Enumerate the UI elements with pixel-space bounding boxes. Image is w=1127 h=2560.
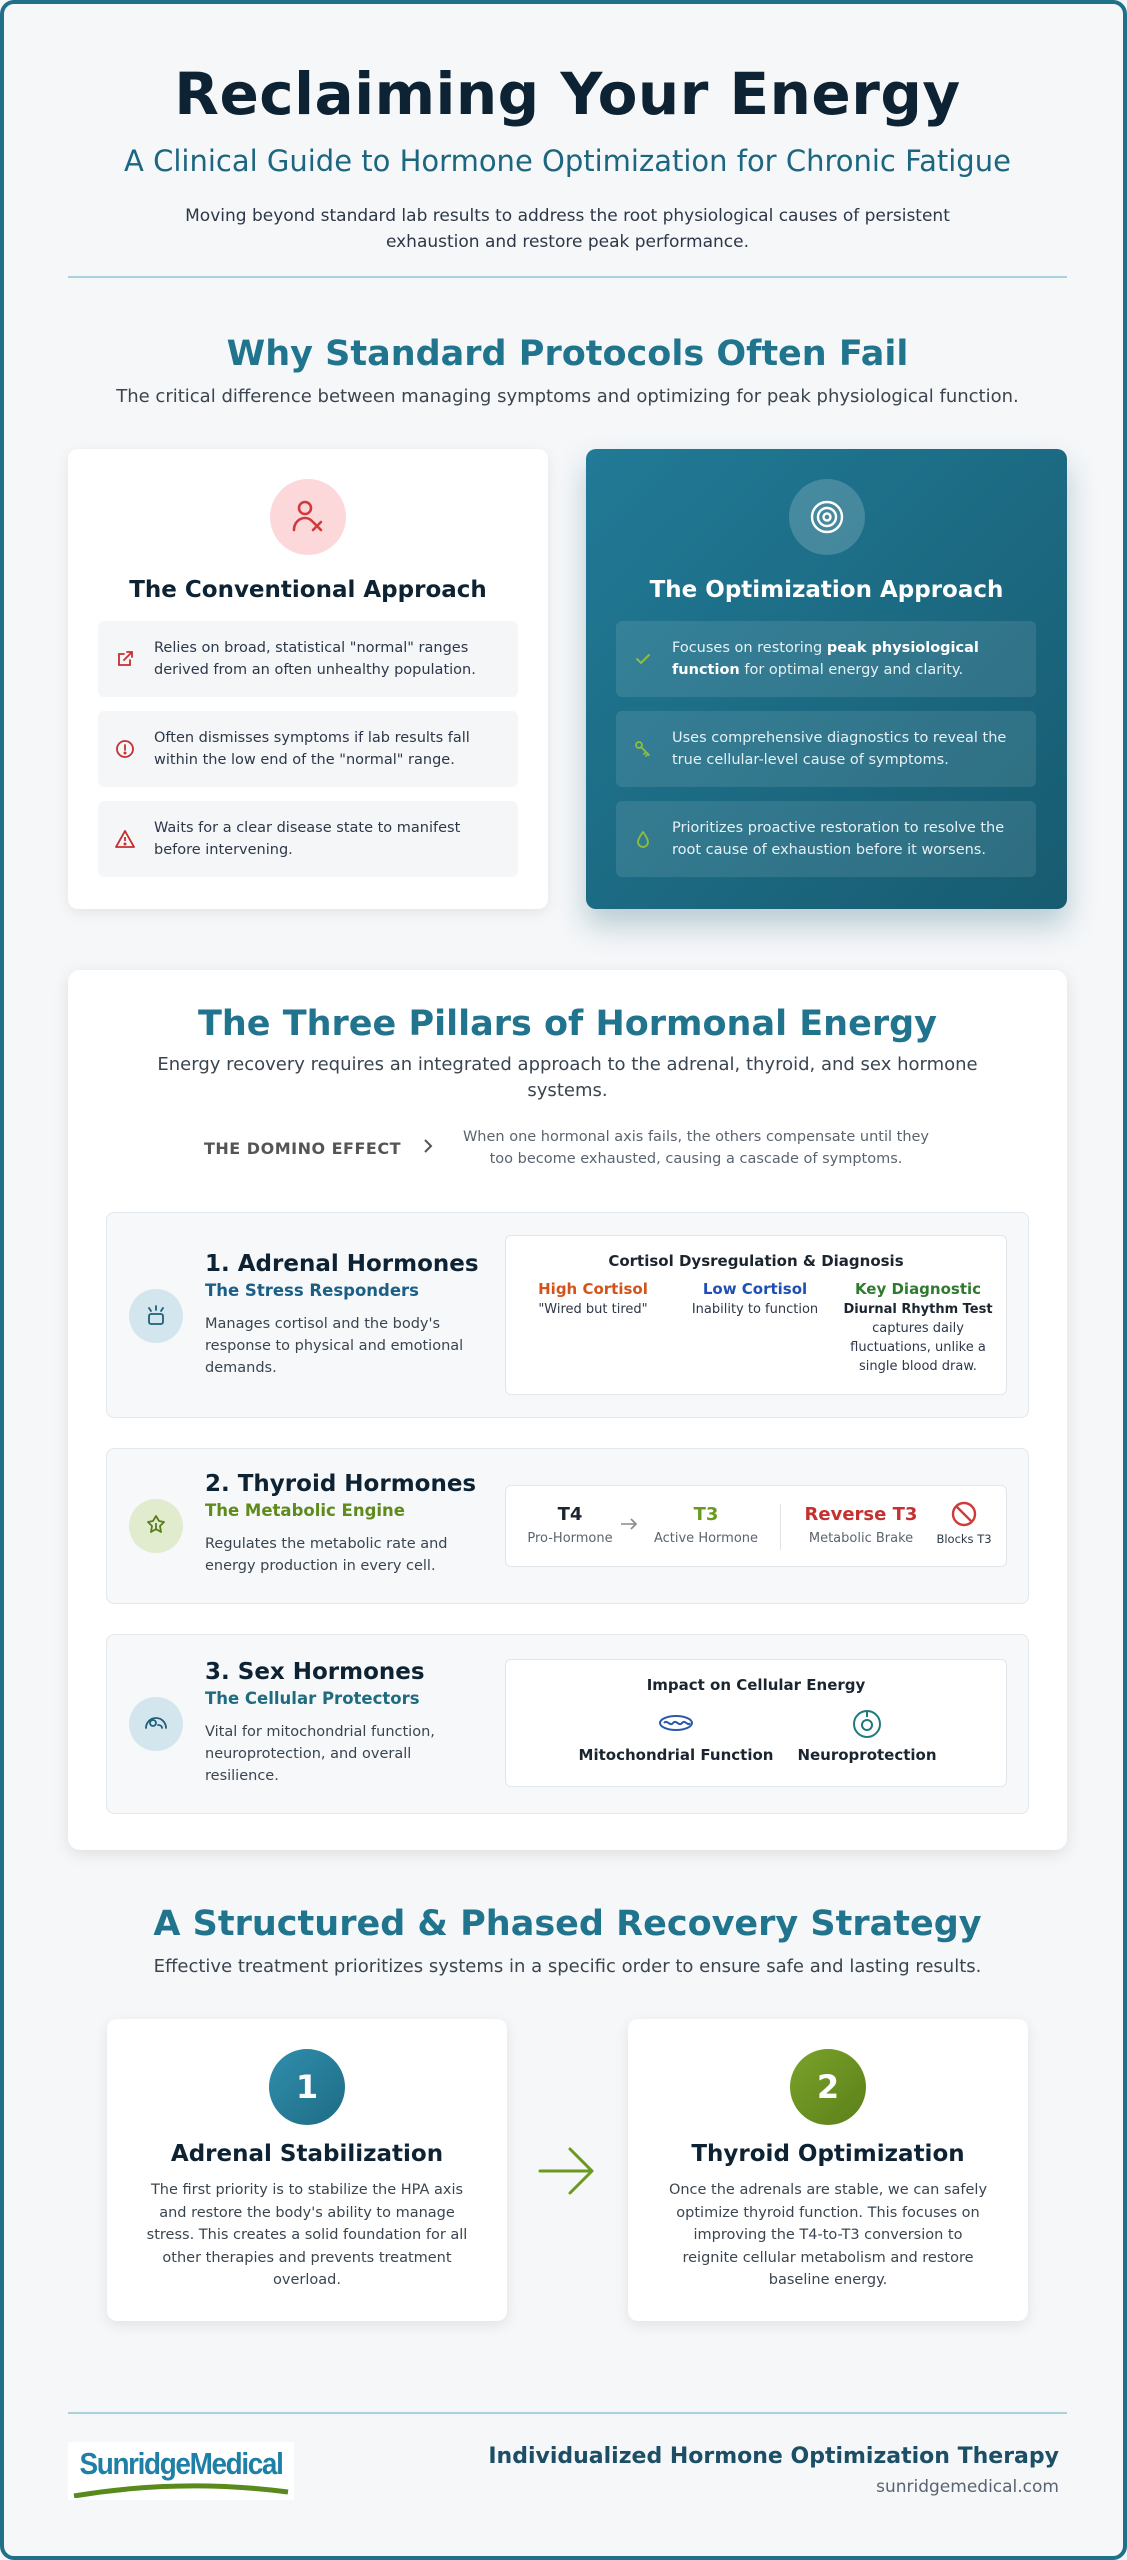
pillars-subtitle: Energy recovery requires an integrated approach to the adrenal, thyroid, and sex hormone systems. — [157, 1054, 978, 1101]
optimization-item: Focuses on restoring peak physiological function for optimal energy and clarity. — [616, 621, 1036, 697]
footer-tagline: Individualized Hormone Optimization Therapy — [488, 2444, 1059, 2469]
domino-effect — [68, 1126, 1067, 1170]
adrenal-icon — [129, 1289, 183, 1343]
domino-desc: When one hormonal axis fails, the others compensate until they too become exhausted, causing a cascade of symptoms. — [462, 1129, 930, 1167]
step-card-adrenal — [107, 2019, 507, 2321]
brain-shield-icon — [762, 1708, 972, 1738]
step-title: Thyroid Optimization — [691, 2141, 965, 2167]
step-number: 1 — [269, 2049, 345, 2125]
optimization-heading: The Optimization Approach — [649, 577, 1004, 603]
pillar-adrenal: 1. Adrenal Hormones The Stress Responders Manages cortisol and the body's response to physical and emotional demands. Cortisol Dysregulation & Diagnosis High Cortisol "Wired but tired" Low Cortisol Inability to function Key Diagnostic Diurnal Rhythm Test captures daily fluctuations, unlike a single blood draw. — [106, 1212, 1029, 1418]
intro-text: Moving beyond standard lab results to address the root physiological causes of persistent exhaustion and restore peak performance. — [185, 206, 950, 252]
strategy-title: A Structured & Phased Recovery Strategy — [153, 1904, 982, 1944]
key-icon — [632, 738, 654, 760]
cortisol-box: Cortisol Dysregulation & Diagnosis High Cortisol "Wired but tired" Low Cortisol Inability to function Key Diagnostic Diurnal Rhythm Test captures daily fluctuations, unlike a single blood draw. — [505, 1235, 1007, 1395]
arrow-right-icon — [538, 2145, 596, 2201]
conventional-item: Waits for a clear disease state to manifest before intervening. — [98, 801, 518, 877]
strategy-subtitle: Effective treatment prioritizes systems in a specific order to ensure safe and lasting results. — [153, 1956, 982, 1977]
step-desc: The first priority is to stabilize the HPA axis and restore the body's ability to manage stress. This creates a solid foundation for all other therapies and prevents treatment overload. — [146, 2182, 468, 2288]
comparison-subtitle: The critical difference between managing symptoms and optimizing for peak physiological function. — [116, 386, 1019, 407]
droplet-icon — [632, 828, 654, 850]
thyroid-conversion-box: T4 Pro-Hormone T3 Active Hormone Reverse T3 Metabolic Brake Blocks T3 — [505, 1485, 1007, 1567]
comparison-title: Why Standard Protocols Often Fail — [226, 334, 909, 374]
cell-icon — [129, 1697, 183, 1751]
chevron-right-icon — [423, 1138, 433, 1158]
step-number: 2 — [790, 2049, 866, 2125]
optimization-item: Prioritizes proactive restoration to resolve the root cause of exhaustion before it worsens. — [616, 801, 1036, 877]
target-icon — [789, 479, 865, 555]
thyroid-icon — [129, 1499, 183, 1553]
step-desc: Once the adrenals are stable, we can safely optimize thyroid function. This focuses on improving the T4-to-T3 conversion to reignite cellular metabolism and restore baseline energy. — [668, 2182, 988, 2288]
external-link-icon — [114, 648, 136, 670]
mitochondria-icon — [556, 1708, 796, 1738]
footer-info — [488, 2444, 1059, 2497]
conventional-item: Relies on broad, statistical "normal" ranges derived from an often unhealthy population. — [98, 621, 518, 697]
step-title: Adrenal Stabilization — [170, 2141, 444, 2167]
pillar-sex: 3. Sex Hormones The Cellular Protectors Vital for mitochondrial function, neuroprotection, and overall resilience. Impact on Cellular Energy Mitochondrial Function Neuroprotection — [106, 1634, 1029, 1814]
optimization-card — [586, 449, 1067, 909]
domino-label: THE DOMINO EFFECT — [204, 1138, 401, 1158]
sunridge-logo: SunridgeMedical — [68, 2442, 294, 2500]
divider — [68, 2412, 1067, 2414]
conventional-item: Often dismisses symptoms if lab results fall within the low end of the "normal" range. — [98, 711, 518, 787]
hero — [4, 59, 1127, 255]
pillars-panel — [68, 970, 1067, 1850]
page-subtitle: A Clinical Guide to Hormone Optimization for Chronic Fatigue — [124, 144, 1011, 178]
warning-triangle-icon — [114, 828, 136, 850]
divider — [68, 276, 1067, 278]
cellular-energy-box: Impact on Cellular Energy Mitochondrial Function Neuroprotection — [505, 1659, 1007, 1787]
conventional-card — [68, 449, 548, 909]
step-card-thyroid — [628, 2019, 1028, 2321]
pillars-title: The Three Pillars of Hormonal Energy — [198, 1004, 937, 1044]
arrow-right-icon — [620, 1516, 638, 1535]
footer-url[interactable]: sunridgemedical.com — [876, 2477, 1059, 2497]
person-x-icon — [270, 479, 346, 555]
block-icon — [926, 1500, 1002, 1528]
check-icon — [632, 648, 654, 670]
alert-circle-icon — [114, 738, 136, 760]
page-title: Reclaiming Your Energy — [174, 60, 961, 128]
optimization-item: Uses comprehensive diagnostics to reveal the true cellular-level cause of symptoms. — [616, 711, 1036, 787]
conventional-heading: The Conventional Approach — [129, 577, 487, 603]
pillar-thyroid: 2. Thyroid Hormones The Metabolic Engine Regulates the metabolic rate and energy production in every cell. T4 Pro-Hormone T3 Active Hormone Reverse T3 Metabolic Brake Blocks T3 — [106, 1448, 1029, 1604]
